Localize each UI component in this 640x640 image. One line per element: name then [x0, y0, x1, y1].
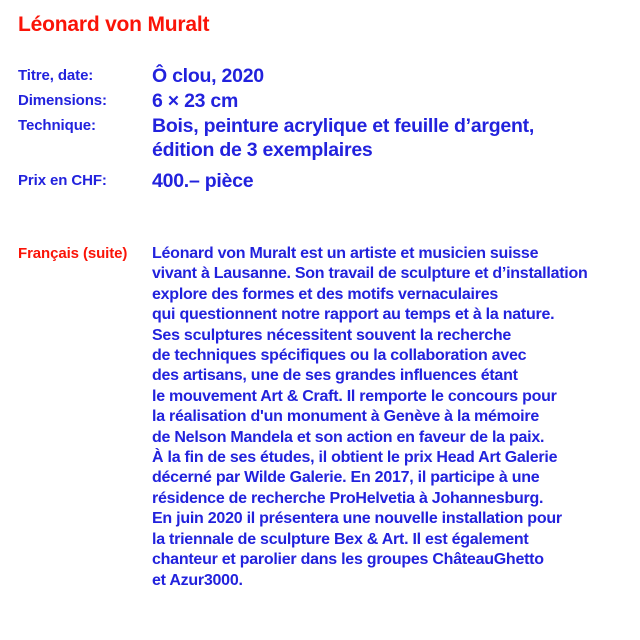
biography-line: vivant à Lausanne. Son travail de sculpture et d’installation [152, 265, 588, 283]
page-title: Léonard von Muralt [18, 13, 210, 36]
biography-line: chanteur et parolier dans les groupes ChâteauGhetto [152, 551, 544, 569]
metadata-value-technique-line-1: Bois, peinture acrylique et feuille d’argent, [152, 115, 535, 137]
biography-line: À la fin de ses études, il obtient le prix Head Art Galerie [152, 449, 558, 467]
biography-line: de Nelson Mandela et son action en faveur de la paix. [152, 428, 545, 446]
metadata-value-title-date: Ô clou, 2020 [152, 65, 264, 87]
metadata-row-dimensions [18, 89, 622, 113]
artist-biography-section [18, 244, 630, 591]
biography-line: En juin 2020 il présentera une nouvelle installation pour [152, 510, 562, 528]
metadata-label-dimensions: Dimensions: [18, 92, 107, 109]
biography-line: Léonard von Muralt est un artiste et musicien suisse [152, 245, 539, 262]
metadata-label-title-date: Titre, date: [18, 67, 94, 84]
biography-line: Ses sculptures nécessitent souvent la recherche [152, 326, 512, 344]
biography-line: le mouvement Art & Craft. Il remporte le concours pour [152, 387, 557, 405]
biography-line: décerné par Wilde Galerie. En 2017, il participe à une [152, 469, 540, 487]
artwork-metadata-table [18, 64, 622, 194]
biography-line: la triennale de sculpture Bex & Art. Il est également [152, 530, 529, 548]
metadata-value-price: 400.– pièce [152, 170, 254, 192]
biography-language-label: Français (suite) [18, 245, 128, 262]
biography-line: explore des formes et des motifs vernaculaires [152, 285, 498, 303]
metadata-label-technique: Technique: [18, 117, 96, 134]
biography-line: la réalisation d'un monument à Genève à la mémoire [152, 408, 539, 426]
biography-line: résidence de recherche ProHelvetia à Johannesburg. [152, 489, 544, 507]
biography-line: de techniques spécifiques ou la collaboration avec [152, 347, 527, 365]
metadata-value-technique [152, 114, 622, 162]
metadata-row-title-date [18, 64, 622, 88]
biography-line: qui questionnent notre rapport au temps et à la nature. [152, 306, 555, 324]
metadata-value-technique-line-2: édition de 3 exemplaires [152, 139, 373, 161]
biography-line: des artisans, une de ses grandes influences étant [152, 367, 518, 385]
metadata-value-dimensions: 6 × 23 cm [152, 90, 239, 112]
metadata-row-price [18, 169, 622, 193]
metadata-row-technique [18, 114, 622, 162]
biography-line: et Azur3000. [152, 571, 243, 589]
biography-text [152, 244, 630, 591]
metadata-label-price: Prix en CHF: [18, 172, 107, 189]
